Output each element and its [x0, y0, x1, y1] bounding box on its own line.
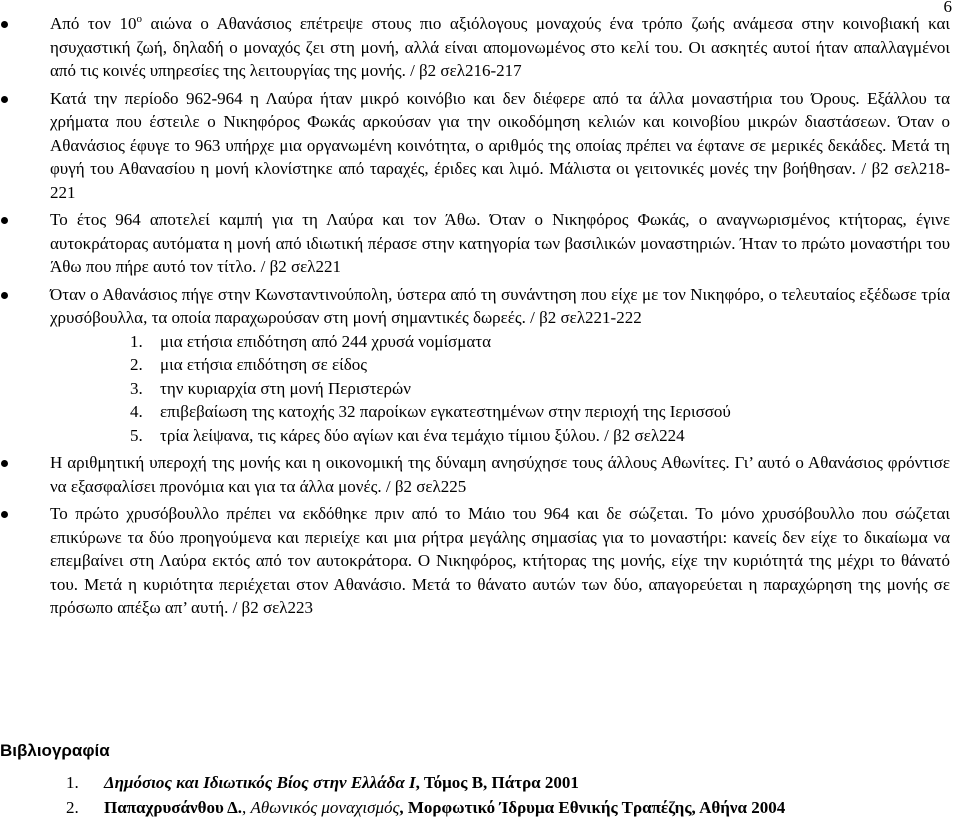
bullet-item [0, 283, 960, 448]
sublist-item [50, 353, 950, 377]
bibliography-title: Δημόσιος και Ιδιωτικός Βίος στην Ελλάδα Ι [104, 773, 416, 792]
bullet-text: Το πρώτο χρυσόβουλλο πρέπει να εκδόθηκε πριν από το Μάιο του 964 και δε σώζεται. Το μόνο χρυσόβουλλο που σώζεται επικύρωνε τα δύο προηγούμενα και περιείχε και μια ρήτρα μεγάλης σημασίας για το μοναστήρι: κανείς δεν είχε το δικαίωμα να επεμβαίνει στη Λαύρα εκτός από τον αυτοκράτορα. Ο Νικηφόρος, κτήτορας της μονής, είχε την κυριότητά της μέχρι το θάνατό του. Μετά η κυριότητα περιέχεται στον Αθανάσιο. Μετά το θάνατο αυτών των δύο, απαγορεύεται η παραχώρηση της μονής σε πρόσωπο απέξω απ’ αυτή. / β2 σελ223 [50, 504, 950, 617]
bullet-icon [1, 511, 8, 518]
bullet-text: Η αριθμητική υπεροχή της μονής και η οικονομική της δύναμη ανησύχησε τους άλλους Αθωνίτες. Γι’ αυτό ο Αθανάσιος φρόντισε να εξασφαλίσει προνόμια και για τα άλλα μονές. / β2 σελ225 [50, 453, 950, 496]
bibliography-item [0, 771, 960, 795]
bibliography-details: , Τόμος Β, Πάτρα 2001 [415, 773, 579, 792]
bullet-text-pre: Από τον 10 [50, 14, 137, 33]
bullet-item [0, 502, 960, 620]
bullet-text-post: αιώνα ο Αθανάσιος επέτρεψε στους πιο αξιόλογους μοναχούς ένα τρόπο ζωής ανάμεσα στην κοινοβιακή και ησυχαστική ζωή, δηλαδή ο μοναχός ζει στη μονή, αλλά είναι απομονωμένος στο κελί του. Οι ασκητές αυτοί ήταν απαλλαγμένοι από τις κοινές υπηρεσίες της λειτουργίας της μονής. / β2 σελ216-217 [50, 14, 950, 80]
sublist-text: μια ετήσια επιδότηση σε είδος [160, 355, 367, 374]
sublist-item [50, 424, 950, 448]
bibliography-heading: Βιβλιογραφία [0, 741, 110, 760]
sublist-text: επιβεβαίωση της κατοχής 32 παροίκων εγκατεστημένων στην περιοχή της Ιερισσού [160, 402, 731, 421]
bibliography-number: 2. [66, 797, 79, 817]
bibliography-item [0, 796, 960, 820]
sublist-number: 1. [130, 331, 143, 351]
sublist-number: 5. [130, 425, 143, 445]
bibliography-number: 1. [66, 773, 79, 792]
sublist-number: 3. [130, 378, 143, 398]
superscript-ordinal: ο [136, 13, 142, 25]
sublist-text: την κυριαρχία στη μονή Περιστερών [160, 378, 411, 398]
bullet-text: Κατά την περίοδο 962-964 η Λαύρα ήταν μικρό κοινόβιο και δεν διέφερε από τα άλλα μοναστήρια του Όρους. Εξάλλου τα χρήματα που έστειλε ο Νικηφόρος Φωκάς αρκούσαν για την οικοδόμηση κελιών και κοινοβίου μικρών διαστάσεων. Όταν ο Αθανάσιος έφυγε το 963 υπήρχε μια οργανωμένη κοινότητα, ο αριθμός της οποίας πρέπει να έφτανε σε μερικές δεκάδες. Μετά τη φυγή του Αθανασίου η μονή κλονίστηκε από ταραχές, έριδες και λιμό. Μάλιστα οι γειτονικές μονές την βοήθησαν. / β2 σελ218-221 [50, 88, 950, 202]
bullet-list [0, 12, 960, 624]
bibliography-list [0, 771, 960, 820]
bullet-icon [1, 217, 8, 224]
sublist-number: 2. [130, 355, 143, 374]
sublist-text: μια ετήσια επιδότηση από 244 χρυσά νομίσματα [160, 331, 491, 351]
bullet-icon [1, 96, 8, 103]
bullet-text: Το έτος 964 αποτελεί καμπή για τη Λαύρα και τον Άθω. Όταν ο Νικηφόρος Φωκάς, ο αναγνωρισμένος κτήτορας, έγινε αυτοκράτορας αυτόματα η μονή από ιδιωτική πέρασε στην κατηγορία των βασιλικών μοναστηριών. Ήταν το πρώτο μοναστήρι του Άθω που πήρε αυτό τον τίτλο. / β2 σελ221 [50, 210, 950, 276]
sublist-item [50, 400, 950, 424]
bullet-text: Όταν ο Αθανάσιος πήγε στην Κωνσταντινούπολη, ύστερα από τη συνάντηση που είχε με τον Νικηφόρο, ο τελευταίος εξέδωσε τρία χρυσόβουλλα, τα οποία παραχωρούσαν στη μονή σημαντικές δωρεές. / β2 σελ221-222 [50, 284, 950, 327]
sublist-number: 4. [130, 402, 143, 421]
bullet-item [0, 12, 960, 83]
bullet-item [0, 208, 960, 279]
bibliography-author: Παπαχρυσάνθου Δ. [104, 797, 243, 817]
sublist-text: τρία λείψανα, τις κάρες δύο αγίων και ένα τεμάχιο τίμιου ξύλου. / β2 σελ224 [160, 425, 685, 445]
numbered-sublist [50, 330, 950, 448]
bibliography-details: , Μορφωτικό Ίδρυμα Εθνικής Τραπέζης, Αθήνα 2004 [399, 797, 786, 817]
bullet-icon [1, 21, 8, 28]
page-number: 6 [943, 0, 952, 16]
bibliography-title: Αθωνικός μοναχισμός [250, 797, 400, 817]
sublist-item [50, 330, 950, 354]
bullet-icon [1, 460, 8, 467]
bullet-item [0, 87, 960, 205]
bullet-icon [1, 292, 8, 299]
bibliography-separator: , [242, 797, 251, 817]
sublist-item [50, 377, 950, 401]
bullet-item [0, 451, 960, 498]
